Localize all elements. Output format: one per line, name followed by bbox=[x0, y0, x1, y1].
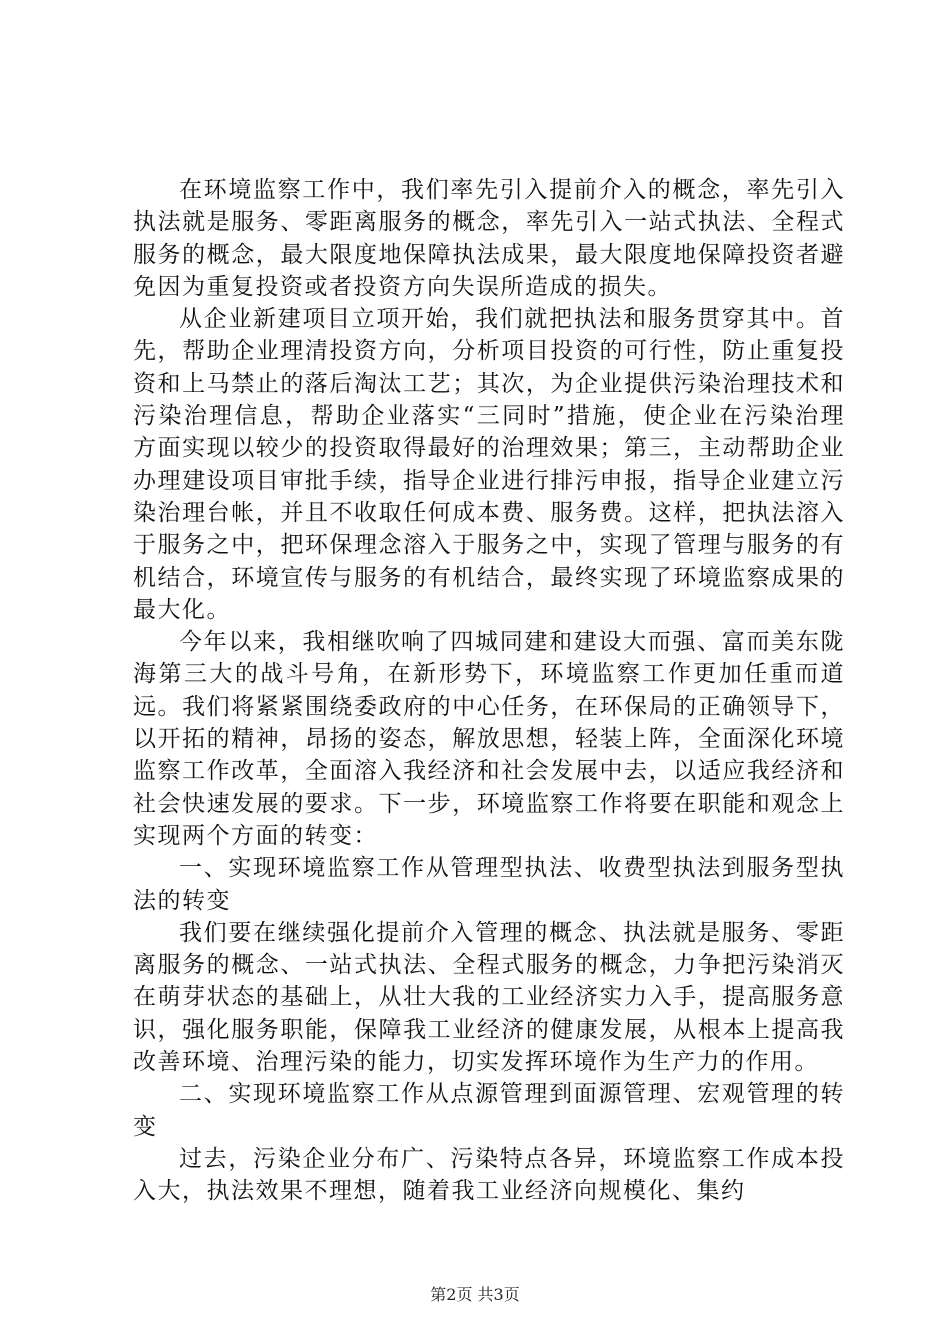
section-heading-one: 一、实现环境监察工作从管理型执法、收费型执法到服务型执法的转变 bbox=[133, 855, 845, 914]
paragraph-this-year: 今年以来，我相继吹响了四城同建和建设大而强、富而美东陇海第三大的战斗号角，在新形势下，环境监察工作更加任重而道远。我们将紧紧围绕委政府的中心任务，在环保局的正确领导下，以开拓的精神，昂扬的姿态，解放思想，轻装上阵，全面深化环境监察工作改革，全面溶入我经济和社会发展中去，以适应我经济和社会快速发展的要求。下一步，环境监察工作将要在职能和观念上实现两个方面的转变： bbox=[133, 629, 845, 849]
page-number-footer: 第2页 共3页 bbox=[430, 1285, 520, 1304]
document-body bbox=[133, 174, 845, 1208]
paragraph-section-two: 过去，污染企业分布广、污染特点各异，环境监察工作成本投入大，执法效果不理想，随着我工业经济向规模化、集约 bbox=[133, 1145, 845, 1205]
paragraph-intro: 在环境监察工作中，我们率先引入提前介入的概念，率先引入执法就是服务、零距离服务的概念，率先引入一站式执法、全程式服务的概念，最大限度地保障执法成果，最大限度地保障投资者避免因为重复投资或者投资方向失误所造成的损失。 bbox=[133, 177, 845, 300]
paragraph-project-service: 从企业新建项目立项开始，我们就把执法和服务贯穿其中。首先，帮助企业理清投资方向，分析项目投资的可行性，防止重复投资和上马禁止的落后淘汰工艺；其次，为企业提供污染治理技术和污染治理信息，帮助企业落实“三同时”措施，使企业在污染治理方面实现以较少的投资取得最好的治理效果；第三，主动帮助企业办理建设项目审批手续，指导企业进行排污申报，指导企业建立污染治理台帐，并且不收取任何成本费、服务费。这样，把执法溶入于服务之中，把环保理念溶入于服务之中，实现了管理与服务的有机结合，环境宣传与服务的有机结合，最终实现了环境监察成果的最大化。 bbox=[133, 306, 845, 623]
paragraph-section-one: 我们要在继续强化提前介入管理的概念、执法就是服务、零距离服务的概念、一站式执法、全程式服务的概念，力争把污染消灭在萌芽状态的基础上，从壮大我的工业经济实力入手，提高服务意识，强化服务职能，保障我工业经济的健康发展，从根本上提高我改善环境、治理污染的能力，切实发挥环境作为生产力的作用。 bbox=[133, 919, 845, 1076]
section-heading-two: 二、实现环境监察工作从点源管理到面源管理、宏观管理的转变 bbox=[133, 1081, 845, 1140]
